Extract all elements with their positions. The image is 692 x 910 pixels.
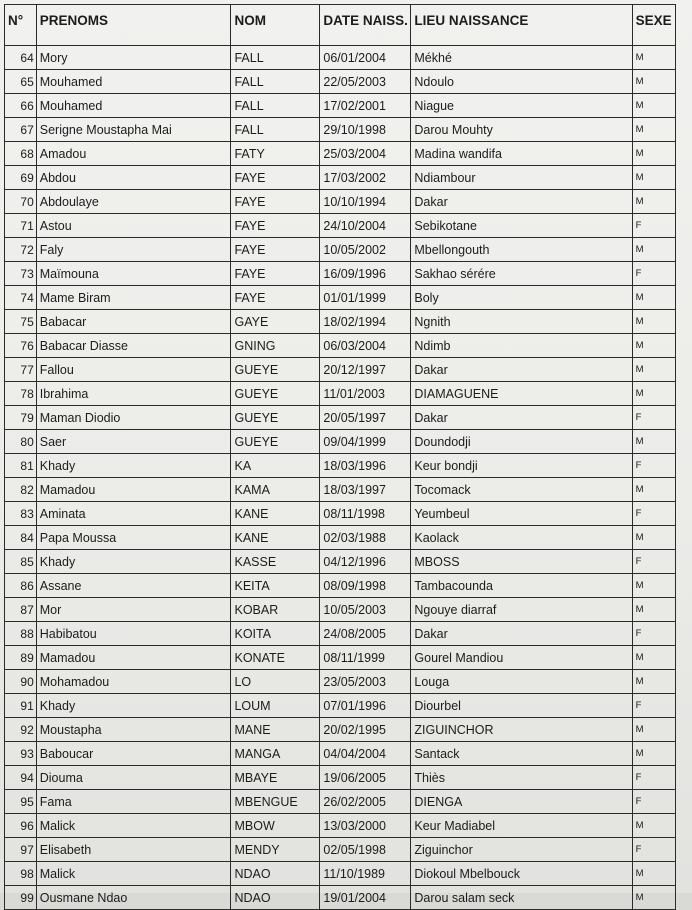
birth-place-cell: Ngnith (411, 310, 632, 334)
last-name-cell: KOITA (231, 622, 320, 646)
last-name-cell: KANE (231, 502, 320, 526)
birth-date-cell: 19/06/2005 (320, 766, 411, 790)
birth-place-cell: Niague (411, 94, 632, 118)
sex-cell: F (632, 262, 675, 286)
birth-date-cell: 20/05/1997 (320, 406, 411, 430)
first-names-cell: Mory (36, 46, 231, 70)
last-name-cell: LO (231, 670, 320, 694)
row-number: 99 (5, 886, 37, 910)
birth-date-cell: 18/03/1997 (320, 478, 411, 502)
table-row (5, 334, 676, 358)
last-name-cell: GUEYE (231, 358, 320, 382)
row-number: 75 (5, 310, 37, 334)
table-row (5, 478, 676, 502)
birth-date-cell: 29/10/1998 (320, 118, 411, 142)
birth-date-cell: 10/05/2003 (320, 598, 411, 622)
birth-place-cell: Diokoul Mbelbouck (411, 862, 632, 886)
birth-date-cell: 04/04/2004 (320, 742, 411, 766)
first-names-cell: Serigne Moustapha Mai (36, 118, 231, 142)
sex-cell: M (632, 862, 675, 886)
sex-cell: M (632, 478, 675, 502)
birth-place-cell: Mékhé (411, 46, 632, 70)
table-row (5, 430, 676, 454)
birth-date-cell: 06/01/2004 (320, 46, 411, 70)
table-row (5, 670, 676, 694)
table-row (5, 166, 676, 190)
first-names-cell: Habibatou (36, 622, 231, 646)
first-names-cell: Diouma (36, 766, 231, 790)
last-name-cell: LOUM (231, 694, 320, 718)
header-lieu-naissance: LIEU NAISSANCE (411, 5, 632, 46)
table-row (5, 814, 676, 838)
sex-cell: M (632, 238, 675, 262)
sex-cell: M (632, 166, 675, 190)
birth-place-cell: Doundodji (411, 430, 632, 454)
table-row (5, 118, 676, 142)
birth-date-cell: 17/03/2002 (320, 166, 411, 190)
table-row (5, 838, 676, 862)
birth-place-cell: Sebikotane (411, 214, 632, 238)
sex-cell: F (632, 838, 675, 862)
birth-date-cell: 26/02/2005 (320, 790, 411, 814)
last-name-cell: KA (231, 454, 320, 478)
sex-cell: F (632, 766, 675, 790)
birth-place-cell: Boly (411, 286, 632, 310)
first-names-cell: Babacar (36, 310, 231, 334)
sex-cell: F (632, 694, 675, 718)
row-number: 94 (5, 766, 37, 790)
row-number: 85 (5, 550, 37, 574)
row-number: 97 (5, 838, 37, 862)
first-names-cell: Ibrahima (36, 382, 231, 406)
sex-cell: M (632, 70, 675, 94)
birth-date-cell: 06/03/2004 (320, 334, 411, 358)
sex-cell: M (632, 334, 675, 358)
table-row (5, 574, 676, 598)
sex-cell: M (632, 310, 675, 334)
birth-date-cell: 10/05/2002 (320, 238, 411, 262)
first-names-cell: Moustapha (36, 718, 231, 742)
sex-cell: M (632, 646, 675, 670)
sex-cell: M (632, 286, 675, 310)
last-name-cell: NDAO (231, 862, 320, 886)
row-number: 80 (5, 430, 37, 454)
sex-cell: M (632, 670, 675, 694)
first-names-cell: Elisabeth (36, 838, 231, 862)
row-number: 89 (5, 646, 37, 670)
table-row (5, 382, 676, 406)
table-row (5, 454, 676, 478)
row-number: 74 (5, 286, 37, 310)
birth-place-cell: Ndimb (411, 334, 632, 358)
last-name-cell: FAYE (231, 286, 320, 310)
sex-cell: M (632, 94, 675, 118)
last-name-cell: FALL (231, 46, 320, 70)
birth-date-cell: 23/05/2003 (320, 670, 411, 694)
first-names-cell: Malick (36, 814, 231, 838)
birth-date-cell: 19/01/2004 (320, 886, 411, 910)
first-names-cell: Mohamadou (36, 670, 231, 694)
last-name-cell: FALL (231, 94, 320, 118)
birth-date-cell: 13/03/2000 (320, 814, 411, 838)
row-number: 82 (5, 478, 37, 502)
sex-cell: M (632, 382, 675, 406)
sex-cell: M (632, 814, 675, 838)
last-name-cell: FALL (231, 70, 320, 94)
sex-cell: M (632, 358, 675, 382)
first-names-cell: Amadou (36, 142, 231, 166)
first-names-cell: Maïmouna (36, 262, 231, 286)
first-names-cell: Baboucar (36, 742, 231, 766)
last-name-cell: MANE (231, 718, 320, 742)
birth-place-cell: ZIGUINCHOR (411, 718, 632, 742)
first-names-cell: Khady (36, 454, 231, 478)
birth-place-cell: Louga (411, 670, 632, 694)
birth-date-cell: 20/12/1997 (320, 358, 411, 382)
last-name-cell: KASSE (231, 550, 320, 574)
birth-date-cell: 18/03/1996 (320, 454, 411, 478)
birth-place-cell: Keur Madiabel (411, 814, 632, 838)
first-names-cell: Mor (36, 598, 231, 622)
table-row (5, 766, 676, 790)
birth-date-cell: 08/09/1998 (320, 574, 411, 598)
birth-date-cell: 17/02/2001 (320, 94, 411, 118)
row-number: 98 (5, 862, 37, 886)
sex-cell: F (632, 502, 675, 526)
last-name-cell: NDAO (231, 886, 320, 910)
last-name-cell: GAYE (231, 310, 320, 334)
row-number: 95 (5, 790, 37, 814)
table-row (5, 190, 676, 214)
row-number: 76 (5, 334, 37, 358)
birth-place-cell: Ngouye diarraf (411, 598, 632, 622)
last-name-cell: FAYE (231, 238, 320, 262)
row-number: 81 (5, 454, 37, 478)
table-row (5, 526, 676, 550)
row-number: 91 (5, 694, 37, 718)
sex-cell: M (632, 142, 675, 166)
first-names-cell: Khady (36, 694, 231, 718)
last-name-cell: MBOW (231, 814, 320, 838)
header-sexe: SEXE (632, 5, 675, 46)
last-name-cell: FAYE (231, 190, 320, 214)
first-names-cell: Papa Moussa (36, 526, 231, 550)
student-list-table (4, 4, 676, 910)
last-name-cell: KAMA (231, 478, 320, 502)
row-number: 69 (5, 166, 37, 190)
first-names-cell: Astou (36, 214, 231, 238)
sex-cell: F (632, 790, 675, 814)
sex-cell: F (632, 214, 675, 238)
birth-date-cell: 08/11/1999 (320, 646, 411, 670)
birth-date-cell: 07/01/1996 (320, 694, 411, 718)
row-number: 84 (5, 526, 37, 550)
row-number: 88 (5, 622, 37, 646)
birth-date-cell: 24/10/2004 (320, 214, 411, 238)
first-names-cell: Malick (36, 862, 231, 886)
table-row (5, 46, 676, 70)
last-name-cell: FAYE (231, 214, 320, 238)
last-name-cell: FALL (231, 118, 320, 142)
last-name-cell: FATY (231, 142, 320, 166)
first-names-cell: Khady (36, 550, 231, 574)
row-number: 73 (5, 262, 37, 286)
birth-place-cell: Thiès (411, 766, 632, 790)
birth-date-cell: 09/04/1999 (320, 430, 411, 454)
table-row (5, 790, 676, 814)
row-number: 70 (5, 190, 37, 214)
last-name-cell: KOBAR (231, 598, 320, 622)
first-names-cell: Fama (36, 790, 231, 814)
first-names-cell: Maman Diodio (36, 406, 231, 430)
birth-place-cell: Madina wandifa (411, 142, 632, 166)
header-row (5, 5, 676, 46)
row-number: 79 (5, 406, 37, 430)
table-row (5, 310, 676, 334)
birth-place-cell: Santack (411, 742, 632, 766)
last-name-cell: KONATE (231, 646, 320, 670)
table-row (5, 502, 676, 526)
birth-place-cell: Dakar (411, 358, 632, 382)
sex-cell: M (632, 886, 675, 910)
last-name-cell: MBAYE (231, 766, 320, 790)
row-number: 90 (5, 670, 37, 694)
sex-cell: M (632, 574, 675, 598)
last-name-cell: MANGA (231, 742, 320, 766)
birth-date-cell: 10/10/1994 (320, 190, 411, 214)
last-name-cell: MBENGUE (231, 790, 320, 814)
birth-date-cell: 01/01/1999 (320, 286, 411, 310)
sex-cell: M (632, 718, 675, 742)
birth-place-cell: Dakar (411, 406, 632, 430)
header-date-naissance: DATE NAISS. (320, 5, 411, 46)
sex-cell: M (632, 598, 675, 622)
first-names-cell: Aminata (36, 502, 231, 526)
sex-cell: M (632, 526, 675, 550)
table-row (5, 886, 676, 910)
table-row (5, 646, 676, 670)
birth-place-cell: Kaolack (411, 526, 632, 550)
last-name-cell: FAYE (231, 166, 320, 190)
birth-place-cell: Tambacounda (411, 574, 632, 598)
table-row (5, 238, 676, 262)
table-row (5, 694, 676, 718)
row-number: 78 (5, 382, 37, 406)
birth-place-cell: Sakhao sérére (411, 262, 632, 286)
first-names-cell: Ousmane Ndao (36, 886, 231, 910)
table-row (5, 718, 676, 742)
table-row (5, 406, 676, 430)
birth-place-cell: DIAMAGUENE (411, 382, 632, 406)
birth-place-cell: Darou salam seck (411, 886, 632, 910)
row-number: 68 (5, 142, 37, 166)
row-number: 92 (5, 718, 37, 742)
sex-cell: F (632, 406, 675, 430)
first-names-cell: Fallou (36, 358, 231, 382)
row-number: 83 (5, 502, 37, 526)
birth-place-cell: Ndiambour (411, 166, 632, 190)
birth-date-cell: 04/12/1996 (320, 550, 411, 574)
first-names-cell: Saer (36, 430, 231, 454)
table-body (5, 46, 676, 910)
birth-place-cell: Diourbel (411, 694, 632, 718)
birth-date-cell: 25/03/2004 (320, 142, 411, 166)
sex-cell: F (632, 622, 675, 646)
birth-date-cell: 11/01/2003 (320, 382, 411, 406)
table-row (5, 94, 676, 118)
row-number: 93 (5, 742, 37, 766)
table-row (5, 358, 676, 382)
birth-place-cell: MBOSS (411, 550, 632, 574)
first-names-cell: Mame Biram (36, 286, 231, 310)
table-row (5, 598, 676, 622)
last-name-cell: MENDY (231, 838, 320, 862)
row-number: 71 (5, 214, 37, 238)
birth-date-cell: 24/08/2005 (320, 622, 411, 646)
birth-place-cell: DIENGA (411, 790, 632, 814)
header-num: N° (5, 5, 37, 46)
table-row (5, 862, 676, 886)
row-number: 64 (5, 46, 37, 70)
last-name-cell: GUEYE (231, 406, 320, 430)
last-name-cell: KANE (231, 526, 320, 550)
birth-date-cell: 20/02/1995 (320, 718, 411, 742)
sex-cell: M (632, 742, 675, 766)
table-row (5, 142, 676, 166)
sex-cell: M (632, 46, 675, 70)
birth-date-cell: 16/09/1996 (320, 262, 411, 286)
first-names-cell: Babacar Diasse (36, 334, 231, 358)
row-number: 86 (5, 574, 37, 598)
birth-date-cell: 11/10/1989 (320, 862, 411, 886)
header-prenoms: PRENOMS (36, 5, 231, 46)
table-row (5, 622, 676, 646)
table-row (5, 742, 676, 766)
row-number: 72 (5, 238, 37, 262)
last-name-cell: KEITA (231, 574, 320, 598)
last-name-cell: GNING (231, 334, 320, 358)
birth-place-cell: Yeumbeul (411, 502, 632, 526)
birth-place-cell: Dakar (411, 190, 632, 214)
row-number: 65 (5, 70, 37, 94)
first-names-cell: Mamadou (36, 478, 231, 502)
last-name-cell: FAYE (231, 262, 320, 286)
first-names-cell: Mouhamed (36, 70, 231, 94)
birth-place-cell: Tocomack (411, 478, 632, 502)
birth-date-cell: 02/05/1998 (320, 838, 411, 862)
last-name-cell: GUEYE (231, 430, 320, 454)
sex-cell: M (632, 190, 675, 214)
birth-place-cell: Keur bondji (411, 454, 632, 478)
sex-cell: M (632, 118, 675, 142)
birth-place-cell: Darou Mouhty (411, 118, 632, 142)
first-names-cell: Abdou (36, 166, 231, 190)
table-row (5, 70, 676, 94)
first-names-cell: Faly (36, 238, 231, 262)
birth-place-cell: Dakar (411, 622, 632, 646)
row-number: 96 (5, 814, 37, 838)
table-row (5, 262, 676, 286)
birth-place-cell: Ziguinchor (411, 838, 632, 862)
sex-cell: M (632, 430, 675, 454)
table-row (5, 214, 676, 238)
row-number: 67 (5, 118, 37, 142)
first-names-cell: Mamadou (36, 646, 231, 670)
birth-date-cell: 08/11/1998 (320, 502, 411, 526)
first-names-cell: Mouhamed (36, 94, 231, 118)
header-nom: NOM (231, 5, 320, 46)
sex-cell: F (632, 454, 675, 478)
first-names-cell: Assane (36, 574, 231, 598)
table-row (5, 286, 676, 310)
birth-date-cell: 02/03/1988 (320, 526, 411, 550)
birth-date-cell: 22/05/2003 (320, 70, 411, 94)
birth-place-cell: Gourel Mandiou (411, 646, 632, 670)
last-name-cell: GUEYE (231, 382, 320, 406)
first-names-cell: Abdoulaye (36, 190, 231, 214)
birth-place-cell: Ndoulo (411, 70, 632, 94)
row-number: 66 (5, 94, 37, 118)
birth-place-cell: Mbellongouth (411, 238, 632, 262)
sex-cell: F (632, 550, 675, 574)
birth-date-cell: 18/02/1994 (320, 310, 411, 334)
row-number: 87 (5, 598, 37, 622)
table-row (5, 550, 676, 574)
row-number: 77 (5, 358, 37, 382)
